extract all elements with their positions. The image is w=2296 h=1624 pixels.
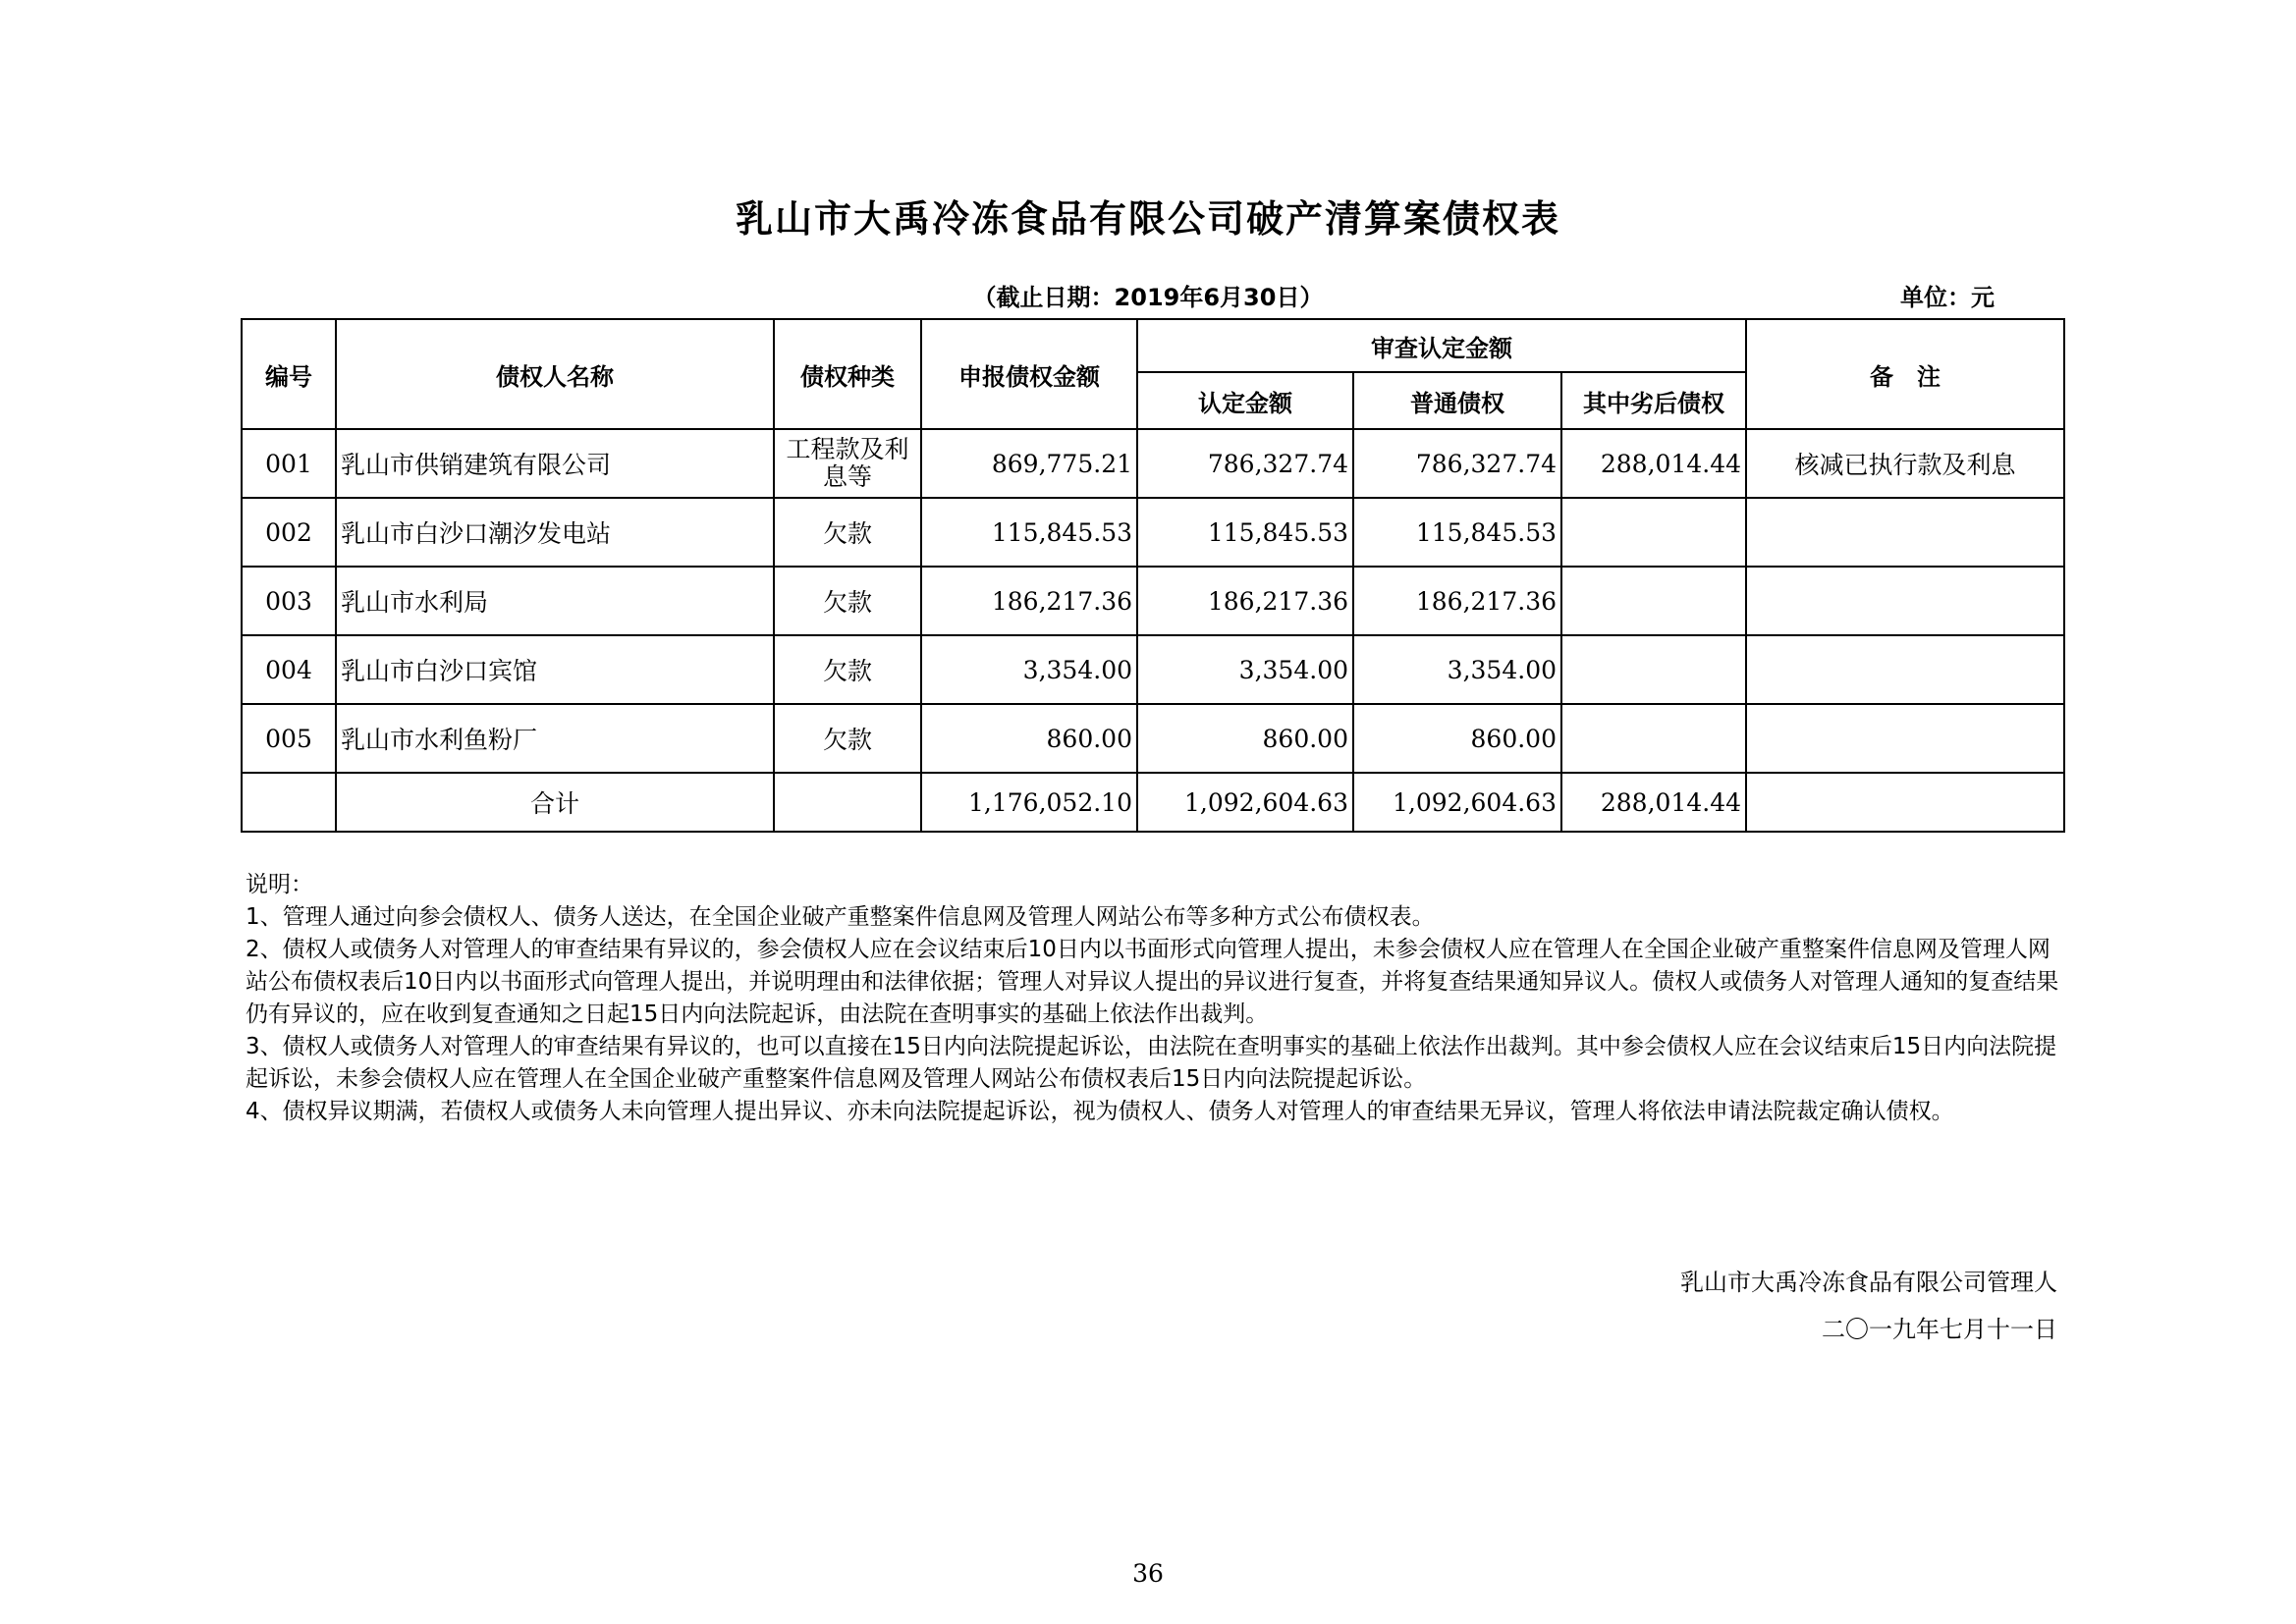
- cell-declared: 860.00: [921, 704, 1137, 773]
- cell-creditor: 乳山市水利鱼粉厂: [336, 704, 774, 773]
- cell-declared: 3,354.00: [921, 635, 1137, 704]
- table-row: [242, 567, 2064, 635]
- cell-remarks: [1746, 567, 2064, 635]
- cell-no: 003: [242, 567, 336, 635]
- total-row: [242, 773, 2064, 832]
- header-subordinated: 其中劣后债权: [1561, 372, 1746, 429]
- cell-type: 欠款: [774, 635, 921, 704]
- cell-type: 欠款: [774, 567, 921, 635]
- cell-creditor: 乳山市白沙口宾馆: [336, 635, 774, 704]
- cell-remarks: [1746, 773, 2064, 832]
- total-subordinated: 288,014.44: [1561, 773, 1746, 832]
- document-title: 乳山市大禹冷冻食品有限公司破产清算案债权表: [735, 197, 1560, 241]
- cell-no: 001: [242, 429, 336, 498]
- cell-ordinary: 860.00: [1353, 704, 1561, 773]
- cell-subordinated: [1561, 498, 1746, 567]
- total-label: 合计: [336, 773, 774, 832]
- cell-no: 005: [242, 704, 336, 773]
- cell-subordinated: 288,014.44: [1561, 429, 1746, 498]
- header-review-group: 审查认定金额: [1137, 319, 1746, 372]
- claims-table: [241, 318, 2065, 833]
- cell-subordinated: [1561, 567, 1746, 635]
- cell-creditor: 乳山市供销建筑有限公司: [336, 429, 774, 498]
- table-row: [242, 429, 2064, 498]
- cell-declared: 869,775.21: [921, 429, 1137, 498]
- cell-remarks: [1746, 635, 2064, 704]
- header-confirmed: 认定金额: [1137, 372, 1353, 429]
- header-remarks: 备 注: [1746, 319, 2064, 429]
- signature-date: 二〇一九年七月十一日: [1822, 1316, 2057, 1343]
- total-ordinary: 1,092,604.63: [1353, 773, 1561, 832]
- table-row: [242, 635, 2064, 704]
- cell-type: 欠款: [774, 498, 921, 567]
- cell-no: 004: [242, 635, 336, 704]
- header-creditor: 债权人名称: [336, 319, 774, 429]
- cell-creditor: 乳山市白沙口潮汐发电站: [336, 498, 774, 567]
- note-item: 1、管理人通过向参会债权人、债务人送达，在全国企业破产重整案件信息网及管理人网站公布等多种方式公布债权表。: [246, 904, 1435, 930]
- cutoff-date: （截止日期：2019年6月30日）: [972, 284, 1324, 311]
- note-item: 3、债权人或债务人对管理人的审查结果有异议的，也可以直接在15日内向法院提起诉讼，由法院在查明事实的基础上依法作出裁判。其中参会债权人应在会议结束后15日内向法院提起诉讼，未参会债权人应在管理人在全国企业破产重整案件信息网及管理人网站公布债权表后15日内向法院提起诉讼。: [246, 1034, 2057, 1092]
- currency-unit: 单位：元: [1900, 284, 1995, 311]
- table-row: [242, 498, 2064, 567]
- total-declared: 1,176,052.10: [921, 773, 1137, 832]
- cell-declared: 115,845.53: [921, 498, 1137, 567]
- cell-type: 欠款: [774, 704, 921, 773]
- cell-ordinary: 786,327.74: [1353, 429, 1561, 498]
- notes-section: [246, 869, 2062, 1128]
- cell-ordinary: 186,217.36: [1353, 567, 1561, 635]
- cell-remarks: [1746, 704, 2064, 773]
- header-ordinary: 普通债权: [1353, 372, 1561, 429]
- cell-no: 002: [242, 498, 336, 567]
- note-item: 2、债权人或债务人对管理人的审查结果有异议的，参会债权人应在会议结束后10日内以书面形式向管理人提出，未参会债权人应在管理人在全国企业破产重整案件信息网及管理人网站公布债权表后10日内以书面形式向管理人提出，并说明理由和法律依据；管理人对异议人提出的异议进行复查，并将复查结果通知异议人。债权人或债务人对管理人通知的复查结果仍有异议的，应在收到复查通知之日起15日内向法院起诉，由法院在查明事实的基础上依法作出裁判。: [246, 937, 2059, 1027]
- cell-subordinated: [1561, 704, 1746, 773]
- cell-remarks: 核减已执行款及利息: [1746, 429, 2064, 498]
- cell-ordinary: 3,354.00: [1353, 635, 1561, 704]
- note-item: 4、债权异议期满，若债权人或债务人未向管理人提出异议、亦未向法院提起诉讼，视为债权人、债务人对管理人的审查结果无异议，管理人将依法申请法院裁定确认债权。: [246, 1099, 1954, 1124]
- cell-confirmed: 786,327.74: [1137, 429, 1353, 498]
- table-row: [242, 704, 2064, 773]
- cell-confirmed: 115,845.53: [1137, 498, 1353, 567]
- total-confirmed: 1,092,604.63: [1137, 773, 1353, 832]
- cell-confirmed: 3,354.00: [1137, 635, 1353, 704]
- cell-creditor: 乳山市水利局: [336, 567, 774, 635]
- signature-org: 乳山市大禹冷冻食品有限公司管理人: [1680, 1269, 2057, 1296]
- cell-subordinated: [1561, 635, 1746, 704]
- cell-confirmed: 186,217.36: [1137, 567, 1353, 635]
- cell-confirmed: 860.00: [1137, 704, 1353, 773]
- header-type: 债权种类: [774, 319, 921, 429]
- cell-remarks: [1746, 498, 2064, 567]
- cell-no: [242, 773, 336, 832]
- cell-declared: 186,217.36: [921, 567, 1137, 635]
- notes-heading: 说明：: [246, 872, 313, 897]
- cell-ordinary: 115,845.53: [1353, 498, 1561, 567]
- header-declared: 申报债权金额: [921, 319, 1137, 429]
- cell-type: 工程款及利息等: [774, 429, 921, 498]
- header-no: 编号: [242, 319, 336, 429]
- cell-type: [774, 773, 921, 832]
- page-number: 36: [1132, 1559, 1164, 1588]
